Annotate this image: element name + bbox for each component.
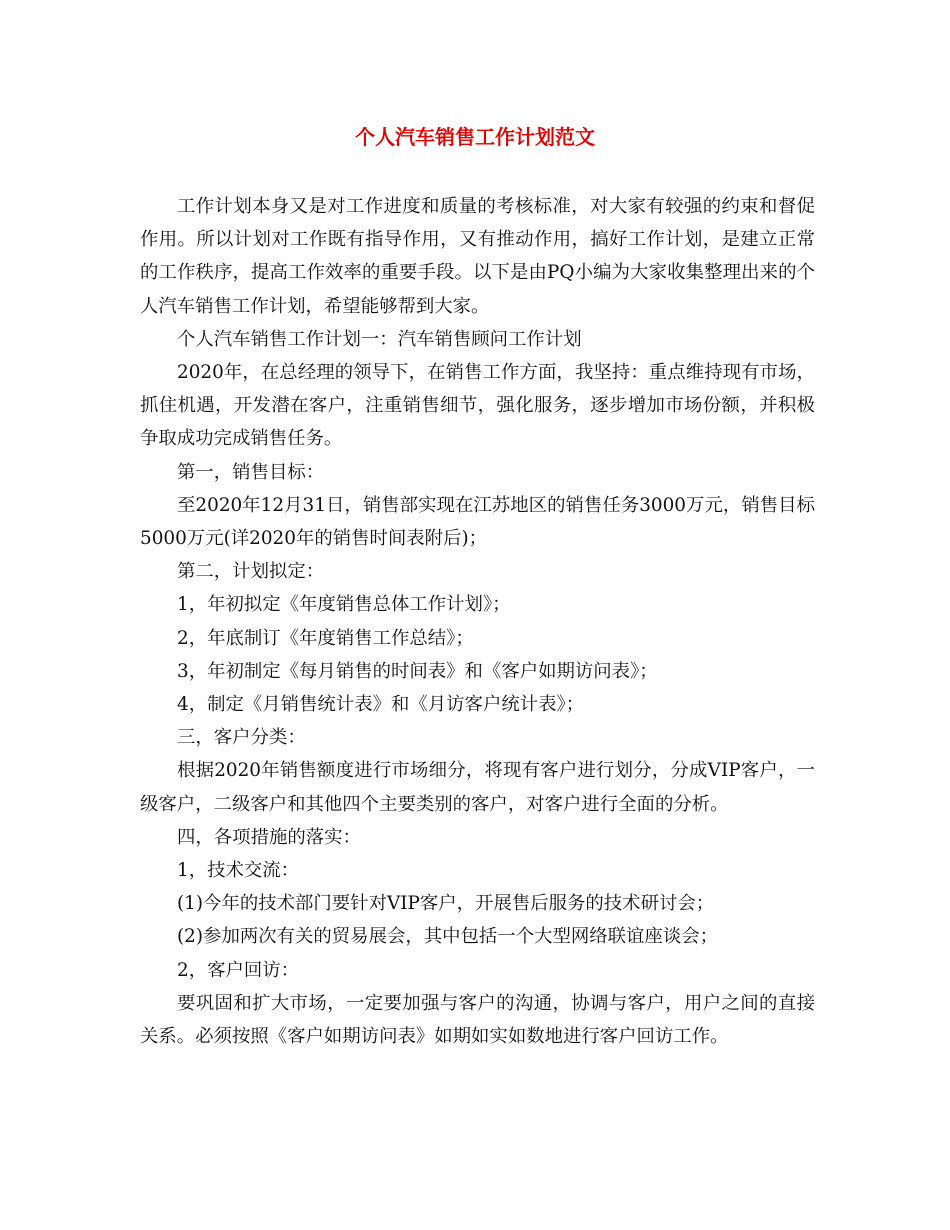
paragraph-customer-classification: 根据2020年销售额度进行市场细分，将现有客户进行划分，分成VIP客户，一级客户，二级客户和其他四个主要类别的客户，对客户进行全面的分析。 (140, 760, 815, 815)
paragraph-customer-visit-heading: 2，客户回访： (177, 959, 300, 981)
list-item: (1)今年的技术部门要针对VIP客户，开展售后服务的技术研讨会； (177, 893, 715, 915)
paragraph-plan-heading: 个人汽车销售工作计划一：汽车销售顾问工作计划 (177, 328, 582, 350)
document-body (140, 190, 815, 1053)
list-item: 4，制定《月销售统计表》和《月访客户统计表》； (177, 694, 585, 716)
list-item: (2)参加两次有关的贸易展会，其中包括一个大型网络联谊座谈会； (177, 926, 718, 948)
paragraph-intro: 工作计划本身又是对工作进度和质量的考核标准，对大家有较强的约束和督促作用。所以计划对工作既有指导作用，又有推动作用，搞好工作计划，是建立正常的工作秩序，提高工作效率的重要手段。以下是由PQ小编为大家收集整理出来的个人汽车销售工作计划，希望能够帮到大家。 (140, 196, 815, 317)
document-title: 个人汽车销售工作计划范文 (355, 125, 595, 149)
paragraph-customer-visit: 要巩固和扩大市场，一定要加强与客户的沟通，协调与客户，用户之间的直接关系。必须按照《客户如期访问表》如期如实如数地进行客户回访工作。 (140, 992, 815, 1048)
paragraph-plan-drafting-heading: 第二，计划拟定： (177, 561, 325, 583)
paragraph-customer-classification-heading: 三，客户分类： (177, 727, 306, 749)
paragraph-2020-summary: 2020年，在总经理的领导下，在销售工作方面，我坚持：重点维持现有市场，抓住机遇，开发潜在客户，注重销售细节，强化服务，逐步增加市场份额，并积极争取成功完成销售任务。 (140, 362, 815, 450)
paragraph-sales-target-heading: 第一，销售目标： (177, 461, 325, 483)
paragraph-tech-exchange-heading: 1，技术交流： (177, 860, 300, 882)
list-item: 2，年底制订《年度销售工作总结》； (177, 627, 474, 649)
paragraph-measures-heading: 四，各项措施的落实： (177, 826, 361, 848)
list-item: 1，年初拟定《年度销售总体工作计划》； (177, 594, 511, 616)
paragraph-sales-target: 至2020年12月31日，销售部实现在江苏地区的销售任务3000万元，销售目标5000万元(详2020年的销售时间表附后)； (140, 494, 815, 550)
list-item: 3，年初制定《每月销售的时间表》和《客户如期访问表》； (177, 660, 658, 682)
